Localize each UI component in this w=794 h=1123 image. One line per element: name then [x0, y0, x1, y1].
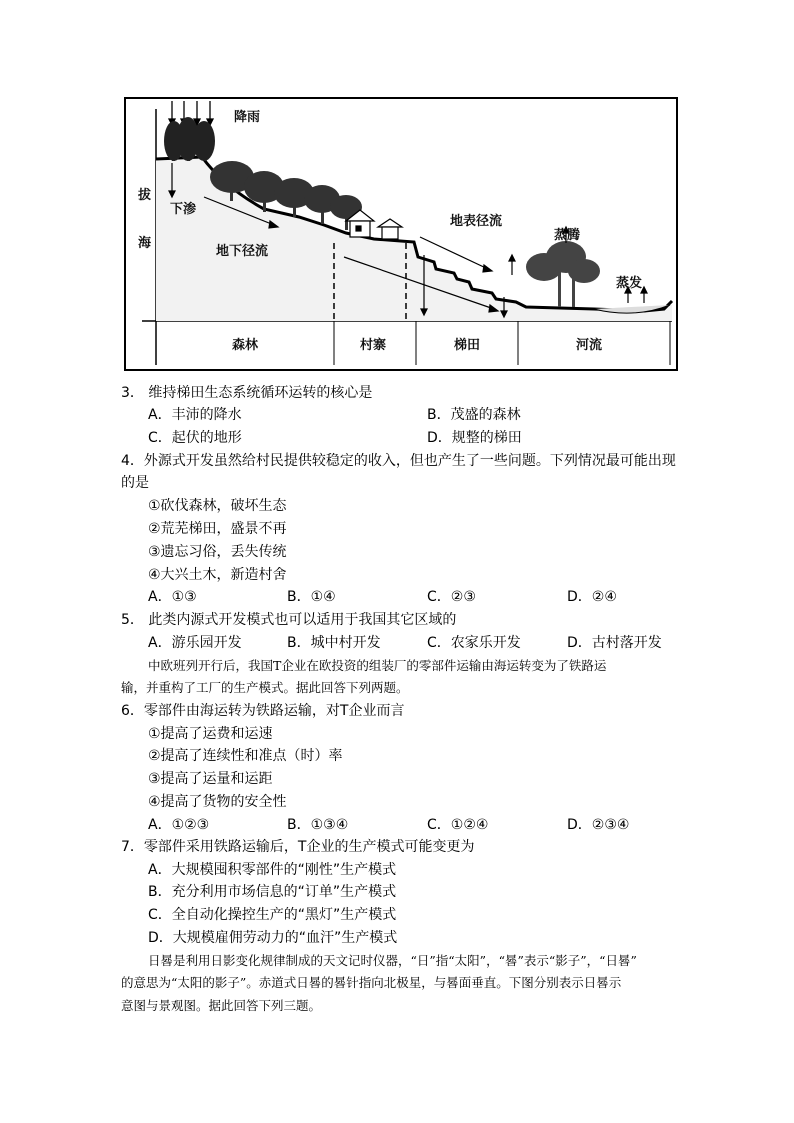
- question-3-stem: 3． 维持梯田生态系统循环运转的核心是: [121, 385, 373, 401]
- question-4-option-d: D．②④: [567, 589, 617, 605]
- forest-tall-trees: [164, 117, 215, 161]
- label-transpiration: 蒸腾: [554, 228, 581, 243]
- question-6-option-b: B．①③④: [287, 817, 349, 833]
- question-7-stem: 7．零部件采用铁路运输后，T企业的生产模式可能变更为: [121, 839, 475, 855]
- passage-2-line-1: 日晷是利用日影变化规律制成的天文记时仪器，“日”指“太阳”，“晷”表示“影子”，“日晷”: [148, 953, 637, 968]
- question-4-item-2: ②荒芜梯田，盛景不再: [148, 521, 287, 537]
- question-6-item-1: ①提高了运费和运速: [148, 726, 273, 742]
- question-4-item-3: ③遗忘习俗，丢失传统: [148, 544, 287, 560]
- passage-1-line-2: 输，并重构了工厂的生产模式。据此回答下列两题。: [121, 680, 409, 695]
- question-4-item-1: ①砍伐森林，破坏生态: [148, 498, 287, 514]
- question-5-option-b: B．城中村开发: [287, 635, 381, 651]
- ecosystem-figure: [124, 97, 678, 371]
- question-6-item-3: ③提高了运量和运距: [148, 771, 273, 787]
- question-6-option-d: D．②③④: [567, 817, 630, 833]
- zone-forest: 森林: [232, 338, 259, 353]
- question-7-option-d: D．大规模雇佣劳动力的“血汗”生产模式: [148, 930, 398, 946]
- question-6-option-c: C．①②④: [427, 817, 489, 833]
- question-4-stem-cont: 的是: [121, 475, 149, 491]
- question-6-item-4: ④提高了货物的安全性: [148, 794, 287, 810]
- zone-river: 河流: [576, 338, 603, 353]
- label-rain: 降雨: [234, 110, 261, 125]
- question-3-option-a: A．丰沛的降水: [148, 407, 242, 423]
- question-5-option-c: C．农家乐开发: [427, 635, 521, 651]
- question-7-option-c: C．全自动化操控生产的“黑灯”生产模式: [148, 907, 397, 923]
- question-6-option-a: A．①②③: [148, 817, 210, 833]
- question-4-option-a: A．①③: [148, 589, 197, 605]
- label-evaporation: 蒸发: [616, 276, 643, 291]
- question-3-option-d: D．规整的梯田: [427, 430, 522, 446]
- zone-terrace: 梯田: [454, 338, 481, 353]
- passage-2-line-2: 的意思为“太阳的影子”。赤道式日晷的晷针指向北极星，与晷面垂直。下图分别表示日晷示: [121, 975, 622, 990]
- label-infiltration: 下渗: [170, 202, 197, 217]
- label-altitude-1: 拔: [138, 188, 152, 203]
- question-3-option-c: C．起伏的地形: [148, 430, 242, 446]
- label-surface-flow: 地表径流: [450, 214, 503, 229]
- label-altitude-2: 海: [138, 236, 152, 251]
- question-4-item-4: ④大兴土木，新造村舍: [148, 567, 287, 583]
- question-5-option-a: A．游乐园开发: [148, 635, 242, 651]
- question-4-option-b: B．①④: [287, 589, 336, 605]
- label-groundwater: 地下径流: [216, 244, 269, 259]
- ecosystem-diagram: [124, 97, 678, 371]
- question-6-item-2: ②提高了连续性和准点（时）率: [148, 748, 343, 764]
- question-3-option-b: B．茂盛的森林: [427, 407, 521, 423]
- zone-village: 村寨: [360, 338, 387, 353]
- question-6-stem: 6．零部件由海运转为铁路运输，对T企业而言: [121, 703, 405, 719]
- passage-1-line-1: 中欧班列开行后，我国T企业在欧投资的组装厂的零部件运输由海运转变为了铁路运: [148, 658, 607, 673]
- question-7-option-a: A．大规模囤积零部件的“刚性”生产模式: [148, 862, 397, 878]
- question-5-stem: 5． 此类内源式开发模式也可以适用于我国其它区域的: [121, 612, 457, 628]
- question-4-option-c: C．②③: [427, 589, 476, 605]
- question-5-option-d: D．古村落开发: [567, 635, 662, 651]
- passage-2-line-3: 意图与景观图。据此回答下列三题。: [121, 998, 322, 1013]
- question-4-stem: 4．外源式开发虽然给村民提供较稳定的收入，但也产生了一些问题。下列情况最可能出现: [121, 453, 676, 469]
- question-7-option-b: B．充分利用市场信息的“订单”生产模式: [148, 884, 397, 900]
